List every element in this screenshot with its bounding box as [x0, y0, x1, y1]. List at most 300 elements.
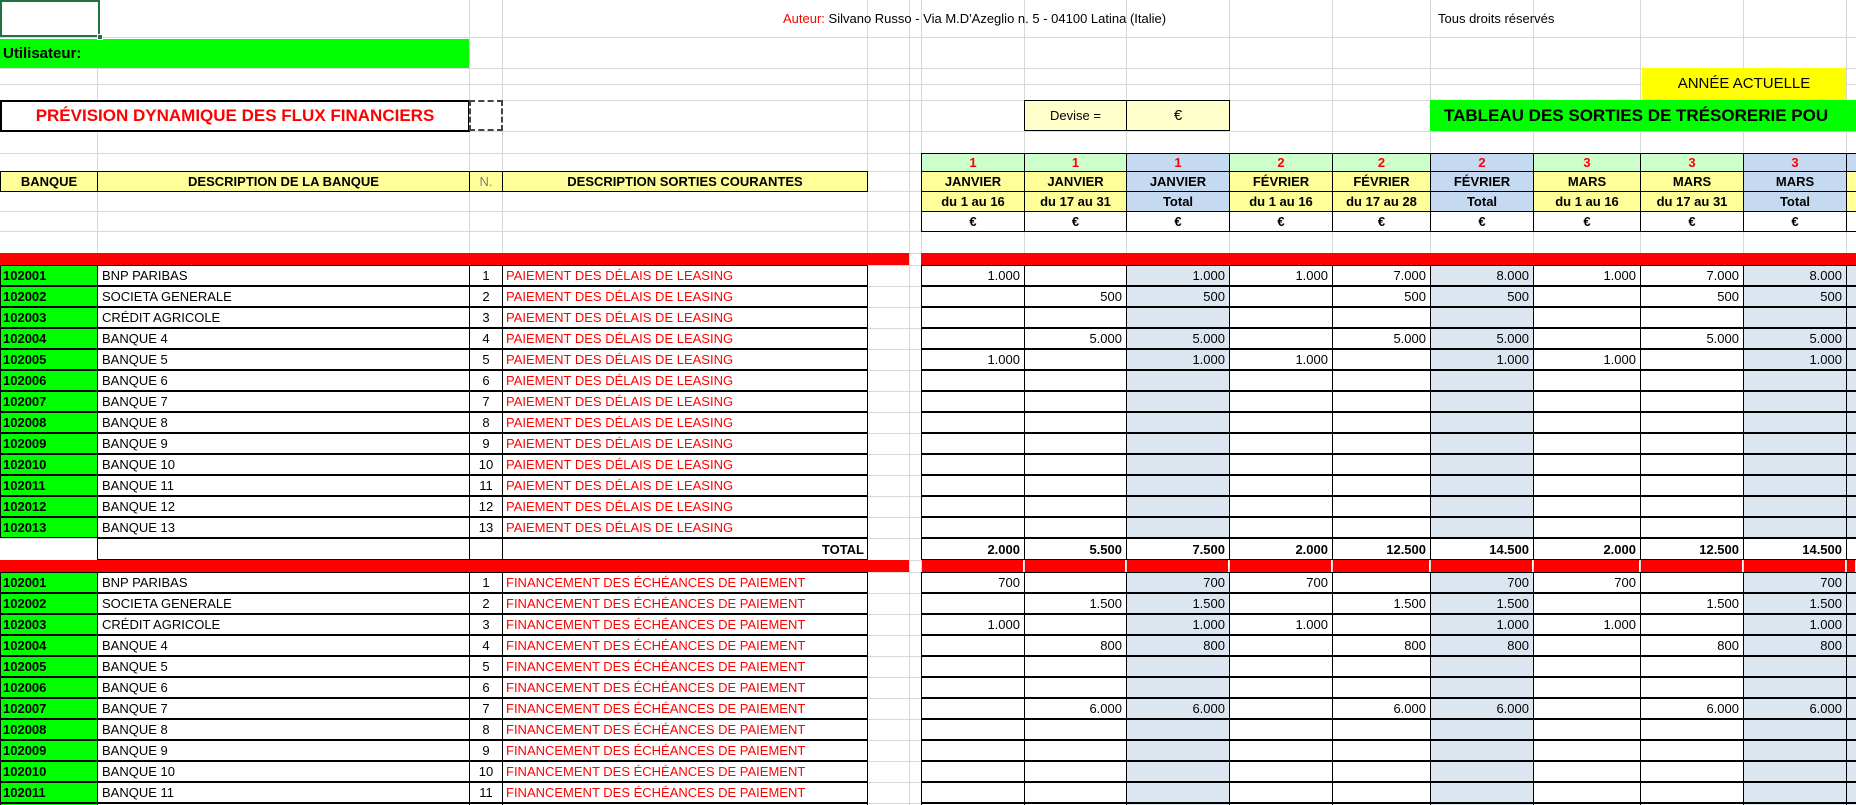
value-cell[interactable]: 1.500 — [1126, 593, 1230, 614]
bank-name-cell[interactable]: CRÉDIT AGRICOLE — [97, 307, 470, 328]
description-cell[interactable]: FINANCEMENT DES ÉCHÉANCES DE PAIEMENT — [502, 719, 868, 740]
value-cell[interactable] — [1846, 286, 1856, 307]
value-cell[interactable]: 500 — [1024, 286, 1127, 307]
value-cell[interactable] — [1024, 391, 1127, 412]
bank-name-cell[interactable]: BNP PARIBAS — [97, 265, 470, 286]
value-cell[interactable] — [921, 370, 1025, 391]
value-cell[interactable] — [1332, 370, 1431, 391]
value-cell[interactable]: 700 — [1533, 572, 1641, 593]
bank-code-cell[interactable]: 102007 — [0, 698, 98, 719]
description-cell[interactable]: PAIEMENT DES DÉLAIS DE LEASING — [502, 454, 868, 475]
value-cell[interactable] — [1846, 656, 1856, 677]
month-number-header[interactable]: 2 — [1229, 153, 1333, 172]
value-cell[interactable] — [1533, 635, 1641, 656]
description-cell[interactable]: FINANCEMENT DES ÉCHÉANCES DE PAIEMENT — [502, 614, 868, 635]
value-cell[interactable] — [1024, 614, 1127, 635]
bank-code-cell[interactable]: 102003 — [0, 307, 98, 328]
value-cell[interactable] — [1126, 496, 1230, 517]
value-cell[interactable] — [1533, 593, 1641, 614]
value-cell[interactable] — [1332, 677, 1431, 698]
value-cell[interactable] — [1229, 635, 1333, 656]
value-cell[interactable] — [1846, 761, 1856, 782]
n-cell[interactable]: 4 — [469, 328, 503, 349]
value-cell[interactable] — [1533, 454, 1641, 475]
value-cell[interactable] — [1640, 349, 1744, 370]
value-cell[interactable] — [1846, 328, 1856, 349]
value-cell[interactable]: 1.000 — [1743, 614, 1847, 635]
n-cell[interactable]: 1 — [469, 265, 503, 286]
value-cell[interactable] — [1533, 328, 1641, 349]
value-cell[interactable] — [1430, 782, 1534, 803]
bank-name-cell[interactable]: CRÉDIT AGRICOLE — [97, 614, 470, 635]
value-cell[interactable] — [1024, 656, 1127, 677]
bank-name-cell[interactable]: BANQUE 5 — [97, 349, 470, 370]
description-cell[interactable]: PAIEMENT DES DÉLAIS DE LEASING — [502, 391, 868, 412]
month-name-header[interactable]: FÉVRIER — [1332, 171, 1431, 192]
value-cell[interactable] — [1533, 412, 1641, 433]
bank-name-cell[interactable]: BANQUE 8 — [97, 412, 470, 433]
value-cell[interactable]: 1.500 — [1743, 593, 1847, 614]
value-cell[interactable] — [921, 698, 1025, 719]
value-cell[interactable] — [1743, 517, 1847, 538]
value-cell[interactable] — [1533, 307, 1641, 328]
total-value-cell[interactable]: 12.500 — [1332, 538, 1431, 560]
value-cell[interactable]: 5.000 — [1126, 328, 1230, 349]
value-cell[interactable] — [1533, 496, 1641, 517]
value-cell[interactable] — [1229, 475, 1333, 496]
description-cell[interactable]: FINANCEMENT DES ÉCHÉANCES DE PAIEMENT — [502, 656, 868, 677]
bank-name-cell[interactable]: SOCIETA GENERALE — [97, 593, 470, 614]
description-cell[interactable]: FINANCEMENT DES ÉCHÉANCES DE PAIEMENT — [502, 677, 868, 698]
value-cell[interactable]: 5.000 — [1024, 328, 1127, 349]
n-cell[interactable]: 6 — [469, 677, 503, 698]
value-cell[interactable]: 1.000 — [1126, 265, 1230, 286]
value-cell[interactable] — [1126, 475, 1230, 496]
bank-code-cell[interactable]: 102004 — [0, 328, 98, 349]
n-cell[interactable]: 9 — [469, 433, 503, 454]
value-cell[interactable] — [1846, 265, 1856, 286]
period-header[interactable]: du 17 au 31 — [1640, 191, 1744, 212]
value-cell[interactable] — [1229, 328, 1333, 349]
n-cell[interactable]: 10 — [469, 454, 503, 475]
value-cell[interactable] — [1024, 496, 1127, 517]
bank-name-cell[interactable]: BNP PARIBAS — [97, 572, 470, 593]
total-value-cell[interactable]: 2.000 — [1533, 538, 1641, 560]
value-cell[interactable] — [1430, 740, 1534, 761]
column-header-sorties-courantes[interactable]: DESCRIPTION SORTIES COURANTES — [502, 171, 868, 192]
currency-unit-cell[interactable]: € — [1430, 211, 1534, 232]
n-cell[interactable]: 8 — [469, 719, 503, 740]
value-cell[interactable] — [1430, 656, 1534, 677]
value-cell[interactable] — [1024, 265, 1127, 286]
value-cell[interactable] — [1229, 656, 1333, 677]
period-header[interactable]: du 1 au 16 — [921, 191, 1025, 212]
month-number-header[interactable]: 3 — [1640, 153, 1744, 172]
bank-name-cell[interactable]: BANQUE 12 — [97, 496, 470, 517]
value-cell[interactable] — [1229, 782, 1333, 803]
month-number-header[interactable]: 1 — [1024, 153, 1127, 172]
description-cell[interactable]: PAIEMENT DES DÉLAIS DE LEASING — [502, 349, 868, 370]
n-cell[interactable]: 13 — [469, 517, 503, 538]
currency-unit-cell[interactable]: € — [1229, 211, 1333, 232]
value-cell[interactable]: 5.000 — [1640, 328, 1744, 349]
currency-unit-cell[interactable]: € — [1640, 211, 1744, 232]
n-cell[interactable]: 11 — [469, 782, 503, 803]
value-cell[interactable]: 700 — [1430, 572, 1534, 593]
total-label-cell[interactable] — [469, 538, 503, 560]
description-cell[interactable]: FINANCEMENT DES ÉCHÉANCES DE PAIEMENT — [502, 572, 868, 593]
value-cell[interactable]: 1.000 — [1430, 349, 1534, 370]
currency-unit-cell[interactable] — [1846, 211, 1856, 232]
value-cell[interactable] — [1640, 761, 1744, 782]
value-cell[interactable] — [921, 719, 1025, 740]
value-cell[interactable]: 6.000 — [1332, 698, 1431, 719]
value-cell[interactable] — [1743, 307, 1847, 328]
value-cell[interactable] — [1430, 761, 1534, 782]
bank-code-cell[interactable]: 102002 — [0, 286, 98, 307]
value-cell[interactable] — [1126, 517, 1230, 538]
bank-code-cell[interactable]: 102011 — [0, 782, 98, 803]
value-cell[interactable] — [1024, 740, 1127, 761]
period-header[interactable]: du 17 au 31 — [1024, 191, 1127, 212]
value-cell[interactable] — [1024, 412, 1127, 433]
value-cell[interactable] — [1024, 517, 1127, 538]
value-cell[interactable] — [1743, 677, 1847, 698]
value-cell[interactable] — [921, 412, 1025, 433]
value-cell[interactable]: 1.000 — [1126, 349, 1230, 370]
bank-code-cell[interactable]: 102012 — [0, 496, 98, 517]
value-cell[interactable] — [1743, 496, 1847, 517]
bank-code-cell[interactable]: 102008 — [0, 719, 98, 740]
value-cell[interactable] — [1229, 517, 1333, 538]
value-cell[interactable] — [1846, 698, 1856, 719]
value-cell[interactable] — [1332, 614, 1431, 635]
value-cell[interactable] — [1743, 782, 1847, 803]
value-cell[interactable]: 700 — [1743, 572, 1847, 593]
value-cell[interactable] — [1430, 517, 1534, 538]
value-cell[interactable] — [1126, 412, 1230, 433]
n-cell[interactable]: 8 — [469, 412, 503, 433]
value-cell[interactable] — [1332, 656, 1431, 677]
month-name-header[interactable]: MARS — [1743, 171, 1847, 192]
value-cell[interactable] — [1430, 391, 1534, 412]
value-cell[interactable] — [1640, 614, 1744, 635]
value-cell[interactable] — [921, 391, 1025, 412]
value-cell[interactable]: 1.500 — [1332, 593, 1431, 614]
value-cell[interactable] — [1126, 719, 1230, 740]
n-cell[interactable]: 3 — [469, 307, 503, 328]
currency-symbol-cell[interactable]: € — [1126, 100, 1230, 131]
n-cell[interactable]: 9 — [469, 740, 503, 761]
value-cell[interactable] — [1126, 454, 1230, 475]
value-cell[interactable] — [1846, 572, 1856, 593]
value-cell[interactable]: 1.000 — [1743, 349, 1847, 370]
bank-code-cell[interactable]: 102013 — [0, 517, 98, 538]
value-cell[interactable] — [1846, 677, 1856, 698]
currency-unit-cell[interactable]: € — [921, 211, 1025, 232]
bank-code-cell[interactable]: 102002 — [0, 593, 98, 614]
value-cell[interactable] — [1846, 475, 1856, 496]
value-cell[interactable] — [1533, 391, 1641, 412]
month-number-header[interactable]: 2 — [1332, 153, 1431, 172]
value-cell[interactable] — [1024, 572, 1127, 593]
value-cell[interactable]: 700 — [1126, 572, 1230, 593]
month-name-header[interactable] — [1846, 171, 1856, 192]
month-name-header[interactable]: FÉVRIER — [1229, 171, 1333, 192]
value-cell[interactable] — [1430, 433, 1534, 454]
value-cell[interactable] — [1024, 475, 1127, 496]
bank-code-cell[interactable]: 102001 — [0, 572, 98, 593]
value-cell[interactable] — [1332, 496, 1431, 517]
value-cell[interactable] — [1533, 677, 1641, 698]
value-cell[interactable] — [1640, 719, 1744, 740]
bank-code-cell[interactable]: 102005 — [0, 349, 98, 370]
value-cell[interactable] — [1846, 349, 1856, 370]
total-label-cell[interactable] — [97, 538, 470, 560]
page-title[interactable]: PRÉVISION DYNAMIQUE DES FLUX FINANCIERS — [0, 100, 470, 132]
value-cell[interactable] — [1533, 698, 1641, 719]
value-cell[interactable] — [1332, 740, 1431, 761]
value-cell[interactable]: 7.000 — [1640, 265, 1744, 286]
bank-name-cell[interactable]: BANQUE 9 — [97, 740, 470, 761]
period-header[interactable] — [1846, 191, 1856, 212]
bank-code-cell[interactable]: 102003 — [0, 614, 98, 635]
value-cell[interactable]: 500 — [1332, 286, 1431, 307]
value-cell[interactable]: 8.000 — [1743, 265, 1847, 286]
n-cell[interactable]: 5 — [469, 349, 503, 370]
n-cell[interactable]: 2 — [469, 593, 503, 614]
value-cell[interactable] — [1332, 412, 1431, 433]
value-cell[interactable] — [921, 593, 1025, 614]
bank-code-cell[interactable]: 102009 — [0, 740, 98, 761]
value-cell[interactable] — [921, 328, 1025, 349]
period-header[interactable]: du 1 au 16 — [1229, 191, 1333, 212]
bank-name-cell[interactable]: BANQUE 11 — [97, 782, 470, 803]
bank-code-cell[interactable]: 102009 — [0, 433, 98, 454]
month-name-header[interactable]: JANVIER — [921, 171, 1025, 192]
value-cell[interactable] — [1024, 349, 1127, 370]
total-value-cell[interactable] — [1846, 538, 1856, 560]
month-name-header[interactable]: MARS — [1533, 171, 1641, 192]
value-cell[interactable]: 1.000 — [921, 614, 1025, 635]
value-cell[interactable] — [1743, 475, 1847, 496]
description-cell[interactable]: FINANCEMENT DES ÉCHÉANCES DE PAIEMENT — [502, 635, 868, 656]
value-cell[interactable] — [921, 656, 1025, 677]
value-cell[interactable]: 1.000 — [1533, 265, 1641, 286]
total-value-cell[interactable]: 5.500 — [1024, 538, 1127, 560]
value-cell[interactable] — [921, 761, 1025, 782]
description-cell[interactable]: PAIEMENT DES DÉLAIS DE LEASING — [502, 433, 868, 454]
n-cell[interactable]: 7 — [469, 391, 503, 412]
value-cell[interactable]: 500 — [1430, 286, 1534, 307]
bank-name-cell[interactable]: BANQUE 13 — [97, 517, 470, 538]
value-cell[interactable] — [1640, 370, 1744, 391]
value-cell[interactable] — [1743, 656, 1847, 677]
value-cell[interactable] — [1846, 593, 1856, 614]
value-cell[interactable] — [1024, 719, 1127, 740]
value-cell[interactable]: 1.000 — [1229, 265, 1333, 286]
value-cell[interactable]: 800 — [1743, 635, 1847, 656]
month-number-header[interactable]: 1 — [921, 153, 1025, 172]
bank-name-cell[interactable]: BANQUE 8 — [97, 719, 470, 740]
value-cell[interactable]: 1.000 — [1229, 614, 1333, 635]
value-cell[interactable] — [1332, 719, 1431, 740]
selected-cell-outline[interactable] — [0, 0, 100, 37]
value-cell[interactable] — [1229, 370, 1333, 391]
value-cell[interactable] — [921, 454, 1025, 475]
value-cell[interactable] — [1430, 496, 1534, 517]
value-cell[interactable] — [1229, 740, 1333, 761]
value-cell[interactable]: 8.000 — [1430, 265, 1534, 286]
value-cell[interactable] — [921, 496, 1025, 517]
value-cell[interactable] — [1640, 677, 1744, 698]
value-cell[interactable]: 7.000 — [1332, 265, 1431, 286]
bank-code-cell[interactable]: 102005 — [0, 656, 98, 677]
column-header-n[interactable]: N. — [469, 171, 503, 192]
description-cell[interactable]: PAIEMENT DES DÉLAIS DE LEASING — [502, 496, 868, 517]
value-cell[interactable] — [1024, 433, 1127, 454]
value-cell[interactable] — [1640, 782, 1744, 803]
month-name-header[interactable]: FÉVRIER — [1430, 171, 1534, 192]
description-cell[interactable]: PAIEMENT DES DÉLAIS DE LEASING — [502, 475, 868, 496]
period-header[interactable]: Total — [1126, 191, 1230, 212]
n-cell[interactable]: 11 — [469, 475, 503, 496]
value-cell[interactable] — [1332, 454, 1431, 475]
value-cell[interactable] — [1640, 412, 1744, 433]
bank-name-cell[interactable]: BANQUE 7 — [97, 391, 470, 412]
currency-unit-cell[interactable]: € — [1024, 211, 1127, 232]
value-cell[interactable] — [1846, 496, 1856, 517]
value-cell[interactable] — [1640, 454, 1744, 475]
total-value-cell[interactable]: 2.000 — [1229, 538, 1333, 560]
bank-code-cell[interactable]: 102004 — [0, 635, 98, 656]
value-cell[interactable] — [921, 782, 1025, 803]
value-cell[interactable] — [1640, 496, 1744, 517]
bank-name-cell[interactable]: BANQUE 6 — [97, 370, 470, 391]
value-cell[interactable] — [1126, 656, 1230, 677]
value-cell[interactable] — [1024, 307, 1127, 328]
value-cell[interactable] — [1024, 761, 1127, 782]
value-cell[interactable]: 5.000 — [1332, 328, 1431, 349]
n-cell[interactable]: 7 — [469, 698, 503, 719]
value-cell[interactable] — [1229, 307, 1333, 328]
value-cell[interactable] — [1846, 454, 1856, 475]
value-cell[interactable] — [1024, 782, 1127, 803]
value-cell[interactable]: 700 — [921, 572, 1025, 593]
value-cell[interactable] — [1743, 433, 1847, 454]
value-cell[interactable] — [1533, 517, 1641, 538]
n-cell[interactable]: 2 — [469, 286, 503, 307]
table-title-bar[interactable]: TABLEAU DES SORTIES DE TRÉSORERIE POU — [1430, 100, 1856, 131]
value-cell[interactable] — [1846, 517, 1856, 538]
n-cell[interactable]: 6 — [469, 370, 503, 391]
value-cell[interactable]: 6.000 — [1126, 698, 1230, 719]
value-cell[interactable] — [1430, 454, 1534, 475]
value-cell[interactable] — [1229, 719, 1333, 740]
value-cell[interactable] — [1332, 517, 1431, 538]
n-cell[interactable]: 12 — [469, 496, 503, 517]
bank-name-cell[interactable]: BANQUE 4 — [97, 328, 470, 349]
n-cell[interactable]: 10 — [469, 761, 503, 782]
value-cell[interactable] — [921, 433, 1025, 454]
value-cell[interactable] — [1533, 475, 1641, 496]
bank-code-cell[interactable]: 102010 — [0, 454, 98, 475]
value-cell[interactable] — [1846, 433, 1856, 454]
value-cell[interactable] — [1743, 412, 1847, 433]
value-cell[interactable] — [921, 677, 1025, 698]
value-cell[interactable] — [1332, 391, 1431, 412]
value-cell[interactable]: 1.500 — [1024, 593, 1127, 614]
value-cell[interactable] — [1332, 572, 1431, 593]
value-cell[interactable]: 500 — [1743, 286, 1847, 307]
n-cell[interactable]: 5 — [469, 656, 503, 677]
currency-label-cell[interactable]: Devise = — [1024, 100, 1127, 131]
currency-unit-cell[interactable]: € — [1332, 211, 1431, 232]
n-cell[interactable]: 1 — [469, 572, 503, 593]
value-cell[interactable] — [1430, 719, 1534, 740]
value-cell[interactable]: 1.000 — [1126, 614, 1230, 635]
description-cell[interactable]: PAIEMENT DES DÉLAIS DE LEASING — [502, 517, 868, 538]
value-cell[interactable] — [1332, 761, 1431, 782]
value-cell[interactable] — [1126, 370, 1230, 391]
value-cell[interactable] — [1533, 761, 1641, 782]
bank-name-cell[interactable]: BANQUE 11 — [97, 475, 470, 496]
value-cell[interactable] — [1229, 454, 1333, 475]
month-number-header[interactable]: 2 — [1430, 153, 1534, 172]
total-value-cell[interactable]: 12.500 — [1640, 538, 1744, 560]
value-cell[interactable] — [1229, 698, 1333, 719]
month-name-header[interactable]: JANVIER — [1024, 171, 1127, 192]
value-cell[interactable] — [1533, 656, 1641, 677]
description-cell[interactable]: PAIEMENT DES DÉLAIS DE LEASING — [502, 307, 868, 328]
value-cell[interactable]: 1.000 — [1533, 349, 1641, 370]
value-cell[interactable] — [1229, 496, 1333, 517]
value-cell[interactable] — [1640, 656, 1744, 677]
value-cell[interactable]: 5.000 — [1430, 328, 1534, 349]
value-cell[interactable] — [1846, 614, 1856, 635]
value-cell[interactable] — [1846, 391, 1856, 412]
value-cell[interactable] — [1640, 391, 1744, 412]
value-cell[interactable] — [1229, 286, 1333, 307]
value-cell[interactable] — [1640, 475, 1744, 496]
month-number-header[interactable] — [1846, 153, 1856, 172]
month-name-header[interactable]: MARS — [1640, 171, 1744, 192]
value-cell[interactable] — [1430, 307, 1534, 328]
marching-ants-cell[interactable] — [469, 100, 503, 131]
value-cell[interactable]: 6.000 — [1743, 698, 1847, 719]
total-value-cell[interactable]: 2.000 — [921, 538, 1025, 560]
value-cell[interactable] — [1743, 370, 1847, 391]
value-cell[interactable] — [1640, 740, 1744, 761]
value-cell[interactable] — [1640, 433, 1744, 454]
value-cell[interactable] — [1846, 412, 1856, 433]
column-header-description-banque[interactable]: DESCRIPTION DE LA BANQUE — [97, 171, 470, 192]
description-cell[interactable]: PAIEMENT DES DÉLAIS DE LEASING — [502, 265, 868, 286]
column-header-banque[interactable]: BANQUE — [0, 171, 98, 192]
value-cell[interactable] — [1640, 572, 1744, 593]
bank-code-cell[interactable]: 102008 — [0, 412, 98, 433]
value-cell[interactable] — [1533, 433, 1641, 454]
value-cell[interactable] — [1332, 349, 1431, 370]
bank-name-cell[interactable]: BANQUE 7 — [97, 698, 470, 719]
value-cell[interactable]: 800 — [1024, 635, 1127, 656]
value-cell[interactable]: 800 — [1126, 635, 1230, 656]
current-year-cell[interactable]: ANNÉE ACTUELLE — [1642, 68, 1846, 100]
description-cell[interactable]: FINANCEMENT DES ÉCHÉANCES DE PAIEMENT — [502, 593, 868, 614]
description-cell[interactable]: PAIEMENT DES DÉLAIS DE LEASING — [502, 370, 868, 391]
description-cell[interactable]: PAIEMENT DES DÉLAIS DE LEASING — [502, 328, 868, 349]
value-cell[interactable]: 1.000 — [1430, 614, 1534, 635]
